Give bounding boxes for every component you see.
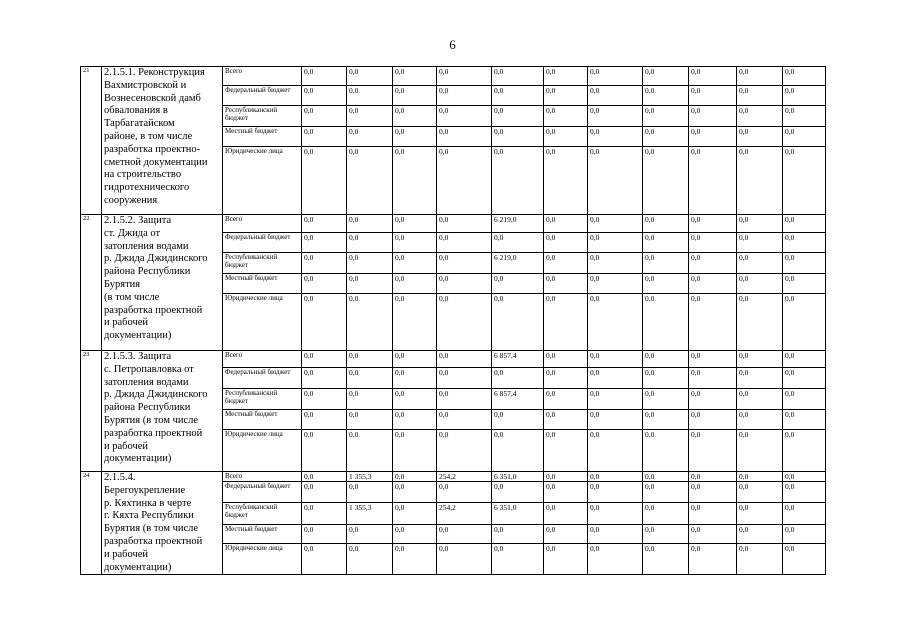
funding-value: 0,0	[437, 482, 492, 503]
funding-value: 0,0	[783, 215, 826, 233]
funding-value: 0,0	[302, 67, 347, 86]
funding-value: 0,0	[393, 351, 437, 368]
table-body	[81, 67, 826, 575]
funding-value: 0,0	[492, 525, 544, 544]
funding-value: 0,0	[643, 253, 689, 274]
row-number: 22	[81, 215, 102, 351]
funding-value: 0,0	[437, 67, 492, 86]
funding-value: 0,0	[588, 127, 643, 147]
funding-source: Республиканский бюджет	[223, 106, 302, 127]
funding-value: 0,0	[544, 106, 588, 127]
funding-value: 0,0	[544, 544, 588, 575]
funding-value: 0,0	[393, 233, 437, 253]
funding-value: 0,0	[492, 410, 544, 430]
funding-source: Всего	[223, 351, 302, 368]
funding-value: 0,0	[588, 147, 643, 215]
funding-value: 0,0	[643, 472, 689, 482]
funding-value: 0,0	[302, 274, 347, 294]
funding-value: 0,0	[544, 67, 588, 86]
funding-value: 0,0	[689, 253, 737, 274]
funding-value: 0,0	[588, 472, 643, 482]
funding-value: 0,0	[393, 472, 437, 482]
funding-value: 0,0	[737, 127, 783, 147]
funding-value: 0,0	[302, 127, 347, 147]
funding-value: 0,0	[302, 351, 347, 368]
funding-value: 0,0	[783, 127, 826, 147]
funding-value: 0,0	[689, 67, 737, 86]
funding-value: 0,0	[737, 389, 783, 410]
funding-value: 0,0	[783, 389, 826, 410]
funding-value: 0,0	[393, 67, 437, 86]
funding-value: 0,0	[643, 274, 689, 294]
funding-value: 0,0	[492, 294, 544, 351]
funding-value: 0,0	[437, 215, 492, 233]
funding-value: 0,0	[302, 106, 347, 127]
funding-value: 254,2	[437, 472, 492, 482]
funding-value: 0,0	[544, 253, 588, 274]
funding-value: 0,0	[643, 215, 689, 233]
funding-value: 0,0	[393, 106, 437, 127]
funding-value: 0,0	[588, 389, 643, 410]
funding-source: Юридические лица	[223, 430, 302, 472]
funding-value: 0,0	[689, 525, 737, 544]
funding-value: 0,0	[544, 482, 588, 503]
table-row	[81, 472, 826, 482]
funding-value: 0,0	[783, 544, 826, 575]
funding-value: 0,0	[544, 503, 588, 525]
funding-value: 0,0	[437, 430, 492, 472]
funding-value: 0,0	[347, 389, 393, 410]
funding-value: 0,0	[544, 233, 588, 253]
funding-value: 0,0	[783, 351, 826, 368]
funding-value: 0,0	[737, 215, 783, 233]
funding-value: 0,0	[492, 86, 544, 106]
funding-value: 0,0	[544, 368, 588, 389]
funding-value: 0,0	[689, 503, 737, 525]
funding-value: 0,0	[492, 67, 544, 86]
funding-value: 0,0	[393, 410, 437, 430]
funding-value: 0,0	[783, 253, 826, 274]
funding-source: Федеральный бюджет	[223, 233, 302, 253]
funding-value: 0,0	[544, 127, 588, 147]
funding-value: 0,0	[302, 147, 347, 215]
funding-value: 0,0	[689, 389, 737, 410]
funding-value: 0,0	[737, 430, 783, 472]
funding-value: 0,0	[544, 147, 588, 215]
funding-source: Местный бюджет	[223, 410, 302, 430]
funding-value: 0,0	[492, 106, 544, 127]
row-number: 24	[81, 472, 102, 575]
funding-value: 0,0	[689, 544, 737, 575]
funding-value: 0,0	[302, 86, 347, 106]
funding-source: Юридические лица	[223, 294, 302, 351]
funding-value: 0,0	[437, 86, 492, 106]
funding-value: 0,0	[492, 368, 544, 389]
funding-value: 0,0	[347, 525, 393, 544]
funding-value: 0,0	[347, 544, 393, 575]
table-row	[81, 351, 826, 368]
funding-source: Местный бюджет	[223, 127, 302, 147]
funding-value: 0,0	[302, 215, 347, 233]
funding-value: 0,0	[689, 106, 737, 127]
funding-value: 0,0	[689, 147, 737, 215]
funding-value: 0,0	[588, 294, 643, 351]
funding-value: 0,0	[347, 410, 393, 430]
funding-value: 0,0	[643, 503, 689, 525]
funding-value: 0,0	[302, 544, 347, 575]
funding-value: 0,0	[588, 351, 643, 368]
funding-value: 0,0	[393, 430, 437, 472]
funding-value: 0,0	[437, 274, 492, 294]
funding-value: 0,0	[689, 472, 737, 482]
funding-value: 0,0	[737, 544, 783, 575]
table-row	[81, 215, 826, 233]
funding-value: 0,0	[783, 274, 826, 294]
funding-value: 0,0	[492, 274, 544, 294]
funding-value: 6 219,0	[492, 215, 544, 233]
funding-value: 0,0	[544, 274, 588, 294]
funding-value: 0,0	[347, 147, 393, 215]
funding-value: 0,0	[393, 389, 437, 410]
funding-value: 1 355,3	[347, 503, 393, 525]
funding-value: 0,0	[588, 106, 643, 127]
funding-value: 0,0	[643, 410, 689, 430]
funding-value: 0,0	[783, 233, 826, 253]
funding-value: 0,0	[737, 410, 783, 430]
funding-value: 0,0	[437, 233, 492, 253]
funding-value: 0,0	[302, 253, 347, 274]
funding-value: 0,0	[437, 544, 492, 575]
funding-value: 0,0	[783, 410, 826, 430]
funding-value: 0,0	[347, 253, 393, 274]
funding-value: 0,0	[643, 544, 689, 575]
funding-value: 0,0	[643, 368, 689, 389]
funding-source: Федеральный бюджет	[223, 482, 302, 503]
funding-value: 0,0	[437, 368, 492, 389]
funding-value: 0,0	[302, 410, 347, 430]
funding-value: 0,0	[737, 525, 783, 544]
funding-value: 0,0	[302, 503, 347, 525]
funding-value: 0,0	[393, 503, 437, 525]
funding-value: 0,0	[737, 233, 783, 253]
funding-source: Юридические лица	[223, 147, 302, 215]
funding-value: 6 219,0	[492, 253, 544, 274]
funding-value: 0,0	[737, 274, 783, 294]
funding-value: 0,0	[643, 147, 689, 215]
funding-value: 0,0	[393, 147, 437, 215]
funding-value: 0,0	[737, 106, 783, 127]
funding-value: 0,0	[737, 472, 783, 482]
funding-value: 0,0	[544, 351, 588, 368]
funding-value: 0,0	[689, 274, 737, 294]
funding-value: 0,0	[393, 253, 437, 274]
measure-name: 2.1.5.2. Защита ст. Джида от затопления водами р. Джида Джидинского района Республики Бурятия (в том числе разработка проектной и рабочей документации)	[102, 215, 223, 351]
funding-value: 0,0	[737, 147, 783, 215]
funding-value: 0,0	[437, 525, 492, 544]
funding-value: 0,0	[492, 127, 544, 147]
row-number: 23	[81, 351, 102, 472]
funding-value: 0,0	[588, 482, 643, 503]
funding-value: 0,0	[544, 410, 588, 430]
funding-source: Местный бюджет	[223, 525, 302, 544]
funding-source: Федеральный бюджет	[223, 86, 302, 106]
funding-value: 0,0	[347, 351, 393, 368]
funding-value: 0,0	[737, 351, 783, 368]
funding-value: 0,0	[544, 430, 588, 472]
funding-value: 0,0	[588, 544, 643, 575]
budget-table	[80, 66, 826, 575]
funding-value: 0,0	[643, 233, 689, 253]
measure-name: 2.1.5.4. Берегоукрепление р. Кяхтинка в черте г. Кяхта Республики Бурятия (в том числе разработка проектной и рабочей документации)	[102, 472, 223, 575]
funding-value: 0,0	[689, 215, 737, 233]
funding-value: 0,0	[492, 147, 544, 215]
funding-value: 0,0	[689, 86, 737, 106]
funding-value: 0,0	[588, 215, 643, 233]
funding-value: 0,0	[437, 351, 492, 368]
table-row	[81, 67, 826, 86]
funding-value: 0,0	[347, 482, 393, 503]
funding-value: 0,0	[544, 86, 588, 106]
funding-value: 0,0	[588, 274, 643, 294]
funding-value: 0,0	[643, 67, 689, 86]
funding-value: 6 857,4	[492, 351, 544, 368]
funding-value: 0,0	[737, 503, 783, 525]
funding-value: 0,0	[302, 472, 347, 482]
funding-value: 0,0	[437, 106, 492, 127]
funding-value: 0,0	[393, 294, 437, 351]
funding-value: 0,0	[393, 368, 437, 389]
row-number: 21	[81, 67, 102, 215]
funding-value: 0,0	[689, 294, 737, 351]
funding-value: 0,0	[588, 86, 643, 106]
funding-value: 0,0	[588, 525, 643, 544]
funding-value: 0,0	[643, 351, 689, 368]
funding-value: 0,0	[302, 233, 347, 253]
funding-value: 0,0	[393, 525, 437, 544]
funding-value: 0,0	[302, 368, 347, 389]
funding-value: 0,0	[492, 544, 544, 575]
funding-source: Юридические лица	[223, 544, 302, 575]
funding-source: Всего	[223, 67, 302, 86]
funding-value: 0,0	[588, 368, 643, 389]
funding-value: 0,0	[588, 253, 643, 274]
funding-value: 0,0	[302, 525, 347, 544]
funding-value: 0,0	[347, 368, 393, 389]
funding-value: 0,0	[544, 472, 588, 482]
funding-value: 0,0	[544, 215, 588, 233]
funding-value: 0,0	[588, 410, 643, 430]
funding-value: 0,0	[393, 215, 437, 233]
funding-value: 0,0	[689, 127, 737, 147]
funding-value: 0,0	[588, 503, 643, 525]
funding-value: 0,0	[783, 482, 826, 503]
funding-value: 0,0	[783, 67, 826, 86]
funding-value: 0,0	[783, 294, 826, 351]
page-number: 6	[449, 37, 456, 52]
funding-value: 0,0	[689, 410, 737, 430]
funding-value: 0,0	[689, 351, 737, 368]
funding-value: 0,0	[492, 233, 544, 253]
funding-value: 0,0	[437, 127, 492, 147]
funding-value: 0,0	[737, 67, 783, 86]
funding-value: 0,0	[437, 294, 492, 351]
funding-value: 0,0	[588, 233, 643, 253]
funding-value: 0,0	[643, 86, 689, 106]
funding-value: 6 857,4	[492, 389, 544, 410]
funding-value: 0,0	[643, 127, 689, 147]
funding-value: 0,0	[783, 430, 826, 472]
funding-value: 0,0	[643, 430, 689, 472]
funding-value: 0,0	[347, 127, 393, 147]
funding-source: Республиканский бюджет	[223, 253, 302, 274]
funding-value: 0,0	[544, 525, 588, 544]
funding-source: Всего	[223, 215, 302, 233]
funding-value: 0,0	[783, 147, 826, 215]
funding-value: 0,0	[783, 525, 826, 544]
funding-value: 6 351,0	[492, 472, 544, 482]
funding-value: 0,0	[544, 294, 588, 351]
funding-value: 0,0	[689, 482, 737, 503]
funding-value: 254,2	[437, 503, 492, 525]
funding-value: 0,0	[783, 472, 826, 482]
funding-value: 0,0	[783, 106, 826, 127]
funding-value: 0,0	[393, 274, 437, 294]
funding-value: 0,0	[347, 86, 393, 106]
funding-value: 0,0	[689, 233, 737, 253]
funding-value: 0,0	[689, 368, 737, 389]
measure-name: 2.1.5.3. Защита с. Петропавловка от затопления водами р. Джида Джидинского района Республики Бурятия (в том числе разработка проектной и рабочей документации)	[102, 351, 223, 472]
funding-value: 0,0	[347, 233, 393, 253]
funding-value: 0,0	[347, 215, 393, 233]
funding-value: 0,0	[783, 503, 826, 525]
funding-value: 0,0	[393, 127, 437, 147]
funding-value: 0,0	[492, 430, 544, 472]
funding-value: 0,0	[437, 410, 492, 430]
funding-source: Федеральный бюджет	[223, 368, 302, 389]
funding-value: 0,0	[783, 368, 826, 389]
funding-value: 0,0	[347, 294, 393, 351]
funding-value: 6 351,0	[492, 503, 544, 525]
funding-source: Республиканский бюджет	[223, 389, 302, 410]
funding-value: 0,0	[643, 106, 689, 127]
funding-value: 0,0	[302, 482, 347, 503]
funding-value: 0,0	[588, 67, 643, 86]
funding-value: 0,0	[302, 389, 347, 410]
funding-value: 0,0	[437, 389, 492, 410]
measure-name: 2.1.5.1. Реконструкция Вахмистровской и Вознесеновской дамб обвалования в Тарбагатайском районе, в том числе разработка проектно- сметной документации на строительство гидротехнического сооружения	[102, 67, 223, 215]
funding-value: 0,0	[643, 294, 689, 351]
funding-value: 0,0	[437, 147, 492, 215]
funding-value: 0,0	[737, 86, 783, 106]
funding-value: 0,0	[544, 389, 588, 410]
funding-value: 0,0	[737, 368, 783, 389]
funding-value: 0,0	[347, 106, 393, 127]
funding-value: 0,0	[302, 430, 347, 472]
funding-value: 0,0	[302, 294, 347, 351]
funding-source: Республиканский бюджет	[223, 503, 302, 525]
funding-value: 0,0	[783, 86, 826, 106]
funding-value: 0,0	[437, 253, 492, 274]
funding-value: 0,0	[393, 482, 437, 503]
funding-value: 1 355,3	[347, 472, 393, 482]
funding-source: Местный бюджет	[223, 274, 302, 294]
funding-value: 0,0	[588, 430, 643, 472]
funding-value: 0,0	[492, 482, 544, 503]
funding-value: 0,0	[393, 544, 437, 575]
funding-source: Всего	[223, 472, 302, 482]
funding-value: 0,0	[643, 482, 689, 503]
funding-value: 0,0	[347, 274, 393, 294]
funding-value: 0,0	[643, 525, 689, 544]
funding-value: 0,0	[347, 67, 393, 86]
funding-value: 0,0	[737, 294, 783, 351]
funding-value: 0,0	[347, 430, 393, 472]
funding-value: 0,0	[643, 389, 689, 410]
funding-value: 0,0	[393, 86, 437, 106]
funding-value: 0,0	[737, 253, 783, 274]
funding-value: 0,0	[737, 482, 783, 503]
funding-value: 0,0	[689, 430, 737, 472]
